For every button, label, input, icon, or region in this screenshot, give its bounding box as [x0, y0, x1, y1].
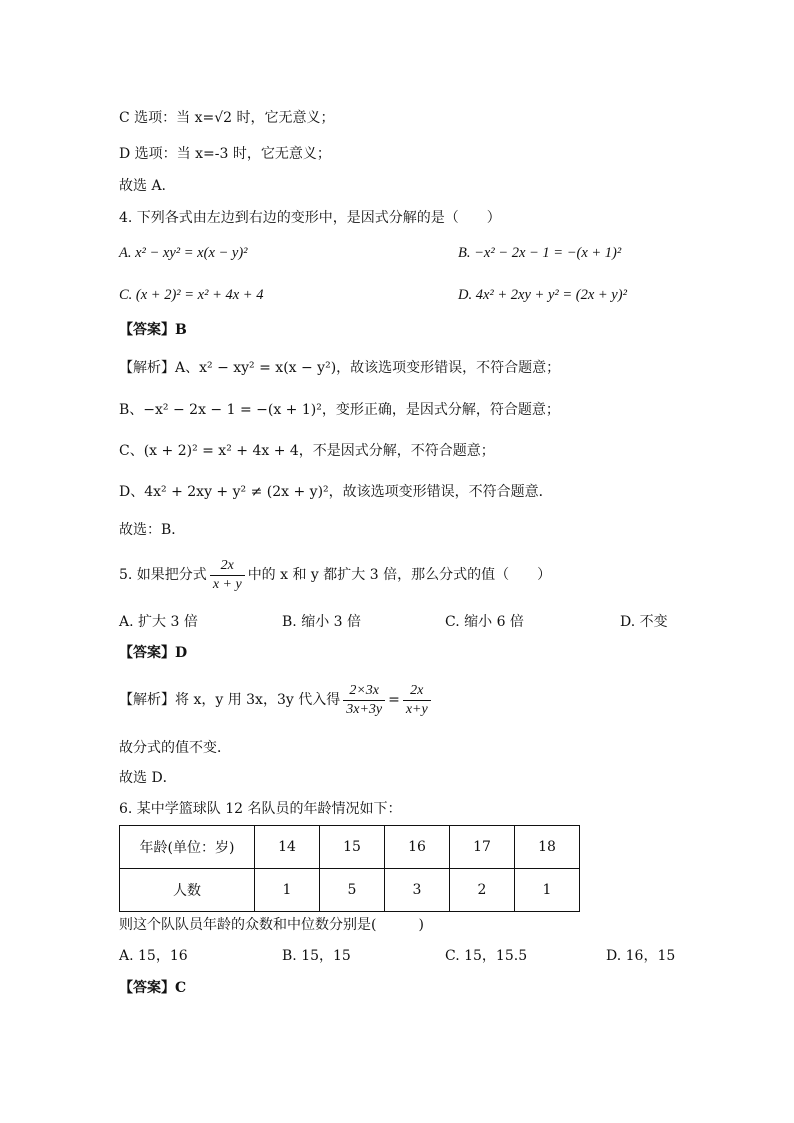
table-cell-age: 18 [515, 826, 580, 869]
table-cell-age: 16 [385, 826, 450, 869]
q5-option-c: C. 缩小 6 倍 [445, 614, 524, 630]
q6-stem: 6. 某中学篮球队 12 名队员的年龄情况如下： [119, 801, 402, 817]
q4-analysis-b: B、−x² − 2x − 1 = −(x + 1)²，变形正确，是因式分解，符合题意； [119, 402, 560, 418]
q6-answer: 【答案】C [119, 980, 187, 996]
option-d-explanation: D 选项：当 x=-3 时，它无意义； [119, 146, 331, 162]
table-cell-count: 1 [515, 869, 580, 912]
q4-analysis-d: D、4x² + 2xy + y² ≠ (2x + y)²，故该选项变形错误，不符合题意． [119, 484, 553, 500]
q5-stem [119, 553, 551, 597]
q5-analysis-denominator-2: x+y [403, 700, 431, 719]
q5-value-unchanged: 故分式的值不变． [119, 740, 231, 756]
table-cell-count: 2 [450, 869, 515, 912]
q6-option-c: C. 15，15.5 [445, 948, 528, 964]
q5-analysis-numerator-2: 2x [410, 682, 424, 698]
q5-analysis-equals: = [388, 692, 400, 708]
q6-option-d: D. 16，15 [606, 948, 676, 964]
q6-question: 则这个队队员年龄的众数和中位数分别是( ) [119, 917, 424, 933]
q5-fraction [210, 557, 245, 594]
q6-option-a: A. 15，16 [119, 948, 188, 964]
q5-analysis-pre: 【解析】将 x，y 用 3x，3y 代入得 [119, 692, 341, 708]
table-row [120, 826, 580, 869]
table-cell-count: 3 [385, 869, 450, 912]
q5-stem-pre: 5. 如果把分式 [119, 567, 207, 583]
q5-analysis-denominator-1: 3x+3y [343, 700, 385, 719]
q4-answer: 【答案】B [119, 322, 187, 338]
table-cell-age: 17 [450, 826, 515, 869]
q4-conclusion: 故选：B． [119, 522, 186, 538]
q5-conclusion: 故选 D． [119, 770, 177, 786]
q4-option-a: A. x² − xy² = x(x − y)² [119, 245, 248, 261]
table-cell-count: 5 [320, 869, 385, 912]
q5-stem-post: 中的 x 和 y 都扩大 3 倍，那么分式的值（ ） [247, 567, 552, 583]
table-cell-count: 1 [255, 869, 320, 912]
age-table [119, 825, 580, 912]
table-cell-age: 15 [320, 826, 385, 869]
q5-option-a: A. 扩大 3 倍 [119, 614, 198, 630]
q4-stem: 4. 下列各式由左边到右边的变形中，是因式分解的是（ ） [119, 210, 501, 226]
table-cell-age: 14 [255, 826, 320, 869]
choose-a-text: 故选 A. [119, 178, 167, 194]
q5-analysis-numerator-1: 2×3x [349, 682, 379, 698]
q5-analysis-fraction-1 [343, 682, 385, 719]
table-header-count: 人数 [120, 869, 255, 912]
q6-option-b: B. 15，15 [282, 948, 351, 964]
table-header-age: 年龄(单位：岁) [120, 826, 255, 869]
q5-fraction-numerator: 2x [220, 557, 234, 573]
q5-option-d: D. 不变 [620, 614, 668, 630]
q5-option-b: B. 缩小 3 倍 [282, 614, 361, 630]
q4-analysis-a: 【解析】A、x² − xy² = x(x − y²)，故该选项变形错误，不符合题意； [119, 360, 561, 376]
q5-analysis [119, 678, 434, 722]
q4-option-b: B. −x² − 2x − 1 = −(x + 1)² [458, 245, 622, 261]
option-c-explanation: C 选项：当 x=√2 时，它无意义； [119, 110, 335, 126]
table-row [120, 869, 580, 912]
q5-answer: 【答案】D [119, 645, 188, 661]
q4-option-c: C. (x + 2)² = x² + 4x + 4 [119, 287, 264, 303]
q5-fraction-denominator: x + y [210, 575, 245, 594]
q4-analysis-c: C、(x + 2)² = x² + 4x + 4，不是因式分解，不符合题意； [119, 443, 495, 459]
q5-analysis-fraction-2 [403, 682, 431, 719]
q4-option-d: D. 4x² + 2xy + y² = (2x + y)² [458, 287, 627, 303]
